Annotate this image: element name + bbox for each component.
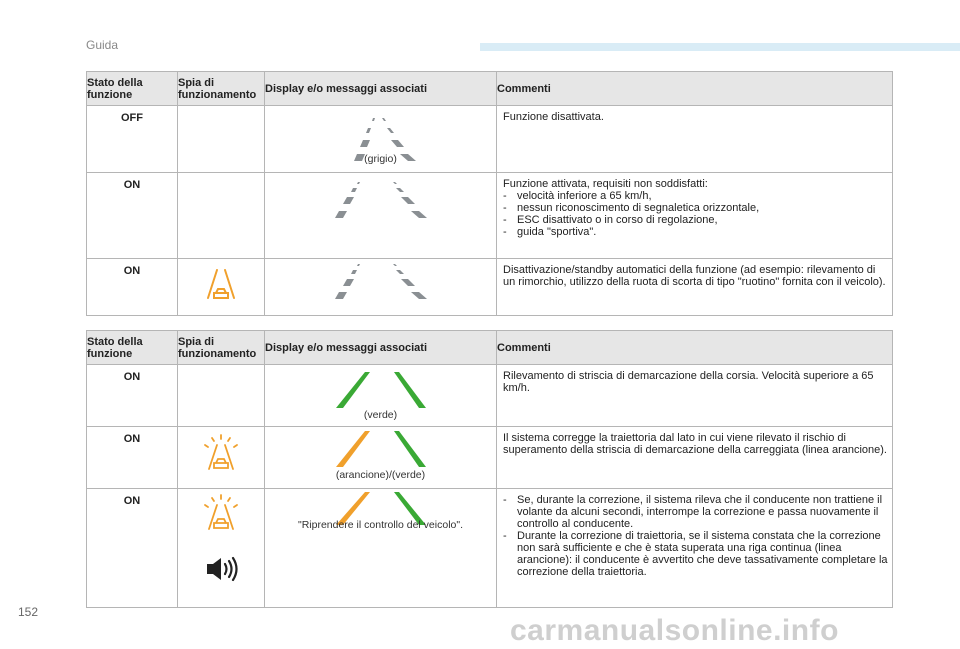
list-item: - Durante la correzione di traiettoria, se il sistema constata che la correzione non sarà sufficiente e che è stata superata una riga continua (linea arancione): il conducente è avvertito che deve tassativamente completare la correzione della traiettoria. — [503, 530, 888, 578]
watermark: carmanualsonline.info — [510, 614, 839, 647]
table-row — [87, 427, 893, 489]
table-row — [87, 489, 893, 608]
spia-cell — [178, 173, 265, 259]
col-header-comments: Commenti — [497, 72, 893, 106]
comment-cell — [497, 173, 893, 259]
list-item: - Se, durante la correzione, il sistema rileva che il conducente non trattiene il volante da alcuni secondi, interrompe la correzione e passa nuovamente il controllo al conducente. — [503, 494, 888, 530]
state-cell: ON — [87, 173, 178, 259]
lane-lines-grey-icon — [265, 259, 497, 314]
state-cell: ON — [87, 489, 178, 608]
state-cell: OFF — [87, 106, 178, 173]
page-number: 152 — [18, 605, 39, 619]
comment-list — [503, 190, 888, 238]
list-item: - nessun riconoscimento di segnaletica orizzontale, — [503, 202, 888, 214]
col-header-spia: Spia di funzionamento — [178, 72, 265, 106]
spia-cell — [178, 489, 265, 608]
comment-intro: Funzione attivata, requisiti non soddisfatti: — [503, 178, 708, 190]
list-item: - ESC disattivato o in corso di regolazione, — [503, 214, 888, 226]
speaker-icon — [203, 555, 239, 583]
display-cell — [265, 365, 497, 427]
display-caption: "Riprendere il controllo del veicolo". — [297, 519, 464, 531]
table-row — [87, 106, 893, 173]
comment-cell — [497, 489, 893, 608]
lane-lines-grey-icon — [265, 173, 497, 233]
table-row — [87, 259, 893, 316]
table-row — [87, 365, 893, 427]
spia-cell — [178, 365, 265, 427]
display-caption: (arancione)/(verde) — [335, 469, 426, 481]
table-header-row — [87, 72, 893, 106]
lane-warning-orange-icon — [201, 265, 241, 307]
comment-cell: Funzione disattivata. — [497, 106, 893, 173]
display-caption: (grigio) — [364, 153, 397, 165]
status-table-2 — [86, 330, 893, 608]
list-item: - velocità inferiore a 65 km/h, — [503, 190, 888, 202]
header-section-label: Guida — [86, 38, 119, 52]
col-header-spia: Spia di funzionamento — [178, 331, 265, 365]
lane-correction-flashing-icon — [200, 433, 242, 477]
comment-cell: Rilevamento di striscia di demarcazione della corsia. Velocità superiore a 65 km/h. — [497, 365, 893, 427]
comment-cell: Disattivazione/standby automatici della funzione (ad esempio: rilevamento di un rimorchio, utilizzo della ruota di scorta di tipo "ruotino" fornita con il veicolo). — [497, 259, 893, 316]
comment-cell: Il sistema corregge la traiettoria dal lato in cui viene rilevato il rischio di superamento della striscia di demarcazione della carreggiata (linea arancione). — [497, 427, 893, 489]
display-cell — [265, 489, 497, 608]
table-row — [87, 173, 893, 259]
comment-list — [503, 494, 888, 578]
display-cell — [265, 106, 497, 173]
lane-correction-flashing-icon — [200, 493, 242, 537]
display-cell — [265, 427, 497, 489]
display-cell — [265, 173, 497, 259]
state-cell: ON — [87, 427, 178, 489]
list-item: - guida "sportiva". — [503, 226, 888, 238]
spia-cell — [178, 106, 265, 173]
col-header-comments: Commenti — [497, 331, 893, 365]
display-cell — [265, 259, 497, 316]
spia-cell — [178, 427, 265, 489]
spia-cell — [178, 259, 265, 316]
col-header-state: Stato della funzione — [87, 331, 178, 365]
col-header-display: Display e/o messaggi associati — [265, 331, 497, 365]
table-header-row — [87, 331, 893, 365]
col-header-display: Display e/o messaggi associati — [265, 72, 497, 106]
display-caption: (verde) — [363, 409, 398, 421]
status-table-1 — [86, 71, 893, 316]
state-cell: ON — [87, 259, 178, 316]
col-header-state: Stato della funzione — [87, 72, 178, 106]
state-cell: ON — [87, 365, 178, 427]
header-bar — [480, 43, 960, 51]
lane-lines-green-icon — [265, 365, 497, 415]
